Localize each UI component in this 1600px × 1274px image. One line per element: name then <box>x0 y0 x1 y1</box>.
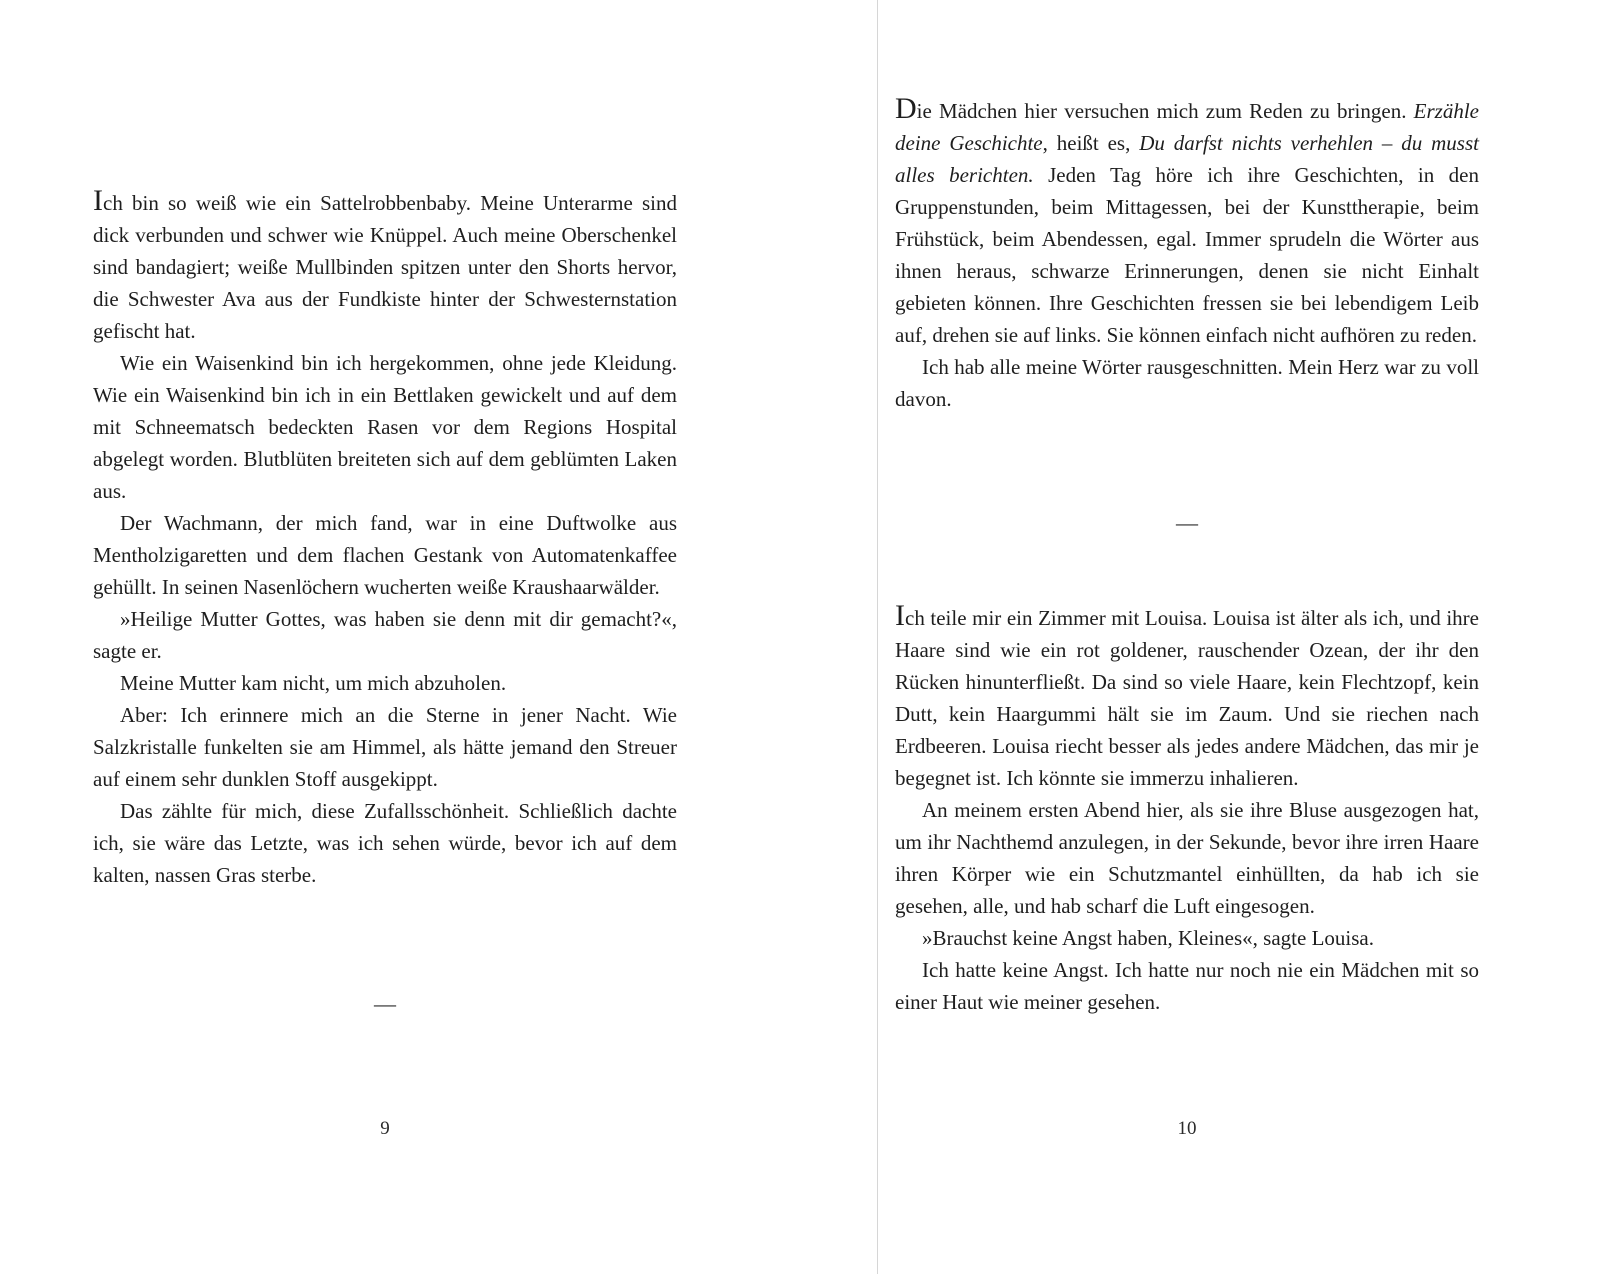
paragraph-text: ch teile mir ein Zimmer mit Louisa. Louisa ist älter als ich, und ihre Haare sind wie ein rot goldener, rauschender Ozean, der ihr den Rücken hinunterfließt. Da sind so viele Haare, kein Flechtzopf, kein Dutt, kein Haargummi hält sie im Zaum. Und sie riechen nach Erdbeeren. Louisa riecht besser als jedes andere Mädchen, das mir je begegnet ist. Ich könnte sie immerzu inhalieren. <box>895 606 1479 790</box>
paragraph: Ich hatte keine Angst. Ich hatte nur noch nie ein Mädchen mit so einer Haut wie meiner gesehen. <box>895 958 1479 1014</box>
paragraph: An meinem ersten Abend hier, als sie ihre Bluse ausgezogen hat, um ihr Nachthemd anzulegen, in der Sekunde, bevor ihre irren Haare ihren Körper wie ein Schutzmantel einhüllten, da hab ich sie gesehen, alle, und hab scharf die Luft eingesogen. <box>895 798 1479 918</box>
drop-cap: I <box>93 184 103 217</box>
paragraph: Das zählte für mich, diese Zufallsschönheit. Schließlich dachte ich, sie wäre das Letzte, was ich sehen würde, bevor ich auf dem kalten, nassen Gras sterbe. <box>93 799 677 887</box>
paragraph: »Heilige Mutter Gottes, was haben sie denn mit dir gemacht?«, sagte er. <box>93 607 677 663</box>
page-divider <box>877 0 878 1274</box>
paragraph: Meine Mutter kam nicht, um mich abzuholen. <box>120 671 507 695</box>
right-page-section-2 <box>895 599 1479 1018</box>
paragraph-text: ch bin so weiß wie ein Sattelrobbenbaby. Meine Unterarme sind dick verbunden und schwer wie Knüppel. Auch meine Oberschenkel sind bandagiert; weiße Mullbinden spitzen unter den Shorts hervor, die Schwester Ava aus der Fundkiste hinter der Schwesternstation gefischt hat. <box>93 191 677 343</box>
drop-cap: I <box>895 599 905 632</box>
left-page-text <box>93 184 677 891</box>
paragraph: »Brauchst keine Angst haben, Kleines«, sagte Louisa. <box>922 926 1374 950</box>
paragraph: Ich hab alle meine Wörter rausgeschnitten. Mein Herz war zu voll davon. <box>895 355 1479 411</box>
paragraph: Wie ein Waisenkind bin ich hergekommen, ohne jede Kleidung. Wie ein Waisenkind bin ich in ein Bettlaken gewickelt und auf dem mit Schneematsch bedeckten Rasen vor dem Regions Hospital abgelegt worden. Blutblüten breiteten sich auf dem geblümten Laken aus. <box>93 351 677 503</box>
paragraph: Aber: Ich erinnere mich an die Sterne in jener Nacht. Wie Salzkristalle funkelten sie am Himmel, als hätte jemand den Streuer auf einem sehr dunklen Stoff ausgekippt. <box>93 703 677 791</box>
paragraph-text: , heißt es, <box>1042 131 1140 155</box>
section-separator: — <box>374 991 396 1016</box>
italic-phrase: Du darfst nichts verhehlen – du musst alles berichten. <box>895 131 1479 187</box>
drop-cap: D <box>895 92 917 125</box>
paragraph <box>895 92 1480 351</box>
italic-phrase: Erzähle deine Geschichte <box>895 99 1479 155</box>
paragraph-text: Jeden Tag höre ich ihre Geschichten, in den Gruppenstunden, beim Mittagessen, bei der Kunsttherapie, beim Frühstück, beim Abendessen, egal. Immer sprudeln die Wörter aus ihnen heraus, schwarze Erinnerungen, denen sie nicht Einhalt gebieten können. Ihre Geschichten fressen sie bei lebendigem Leib auf, drehen sie auf links. Sie können einfach nicht aufhören zu reden. <box>895 163 1480 347</box>
paragraph-text: ie Mädchen hier versuchen mich zum Reden zu bringen. <box>916 99 1414 123</box>
right-page-section-1 <box>895 92 1480 415</box>
paragraph <box>895 599 1479 794</box>
paragraph <box>93 184 677 347</box>
page-number: 10 <box>1177 1118 1197 1139</box>
paragraph: Der Wachmann, der mich fand, war in eine Duftwolke aus Mentholzigaretten und dem flachen Gestank von Automatenkaffee gehüllt. In seinen Nasenlöchern wucherten weiße Kraushaarwälder. <box>93 511 677 599</box>
section-separator: — <box>1176 510 1198 535</box>
page-number: 9 <box>380 1118 390 1139</box>
